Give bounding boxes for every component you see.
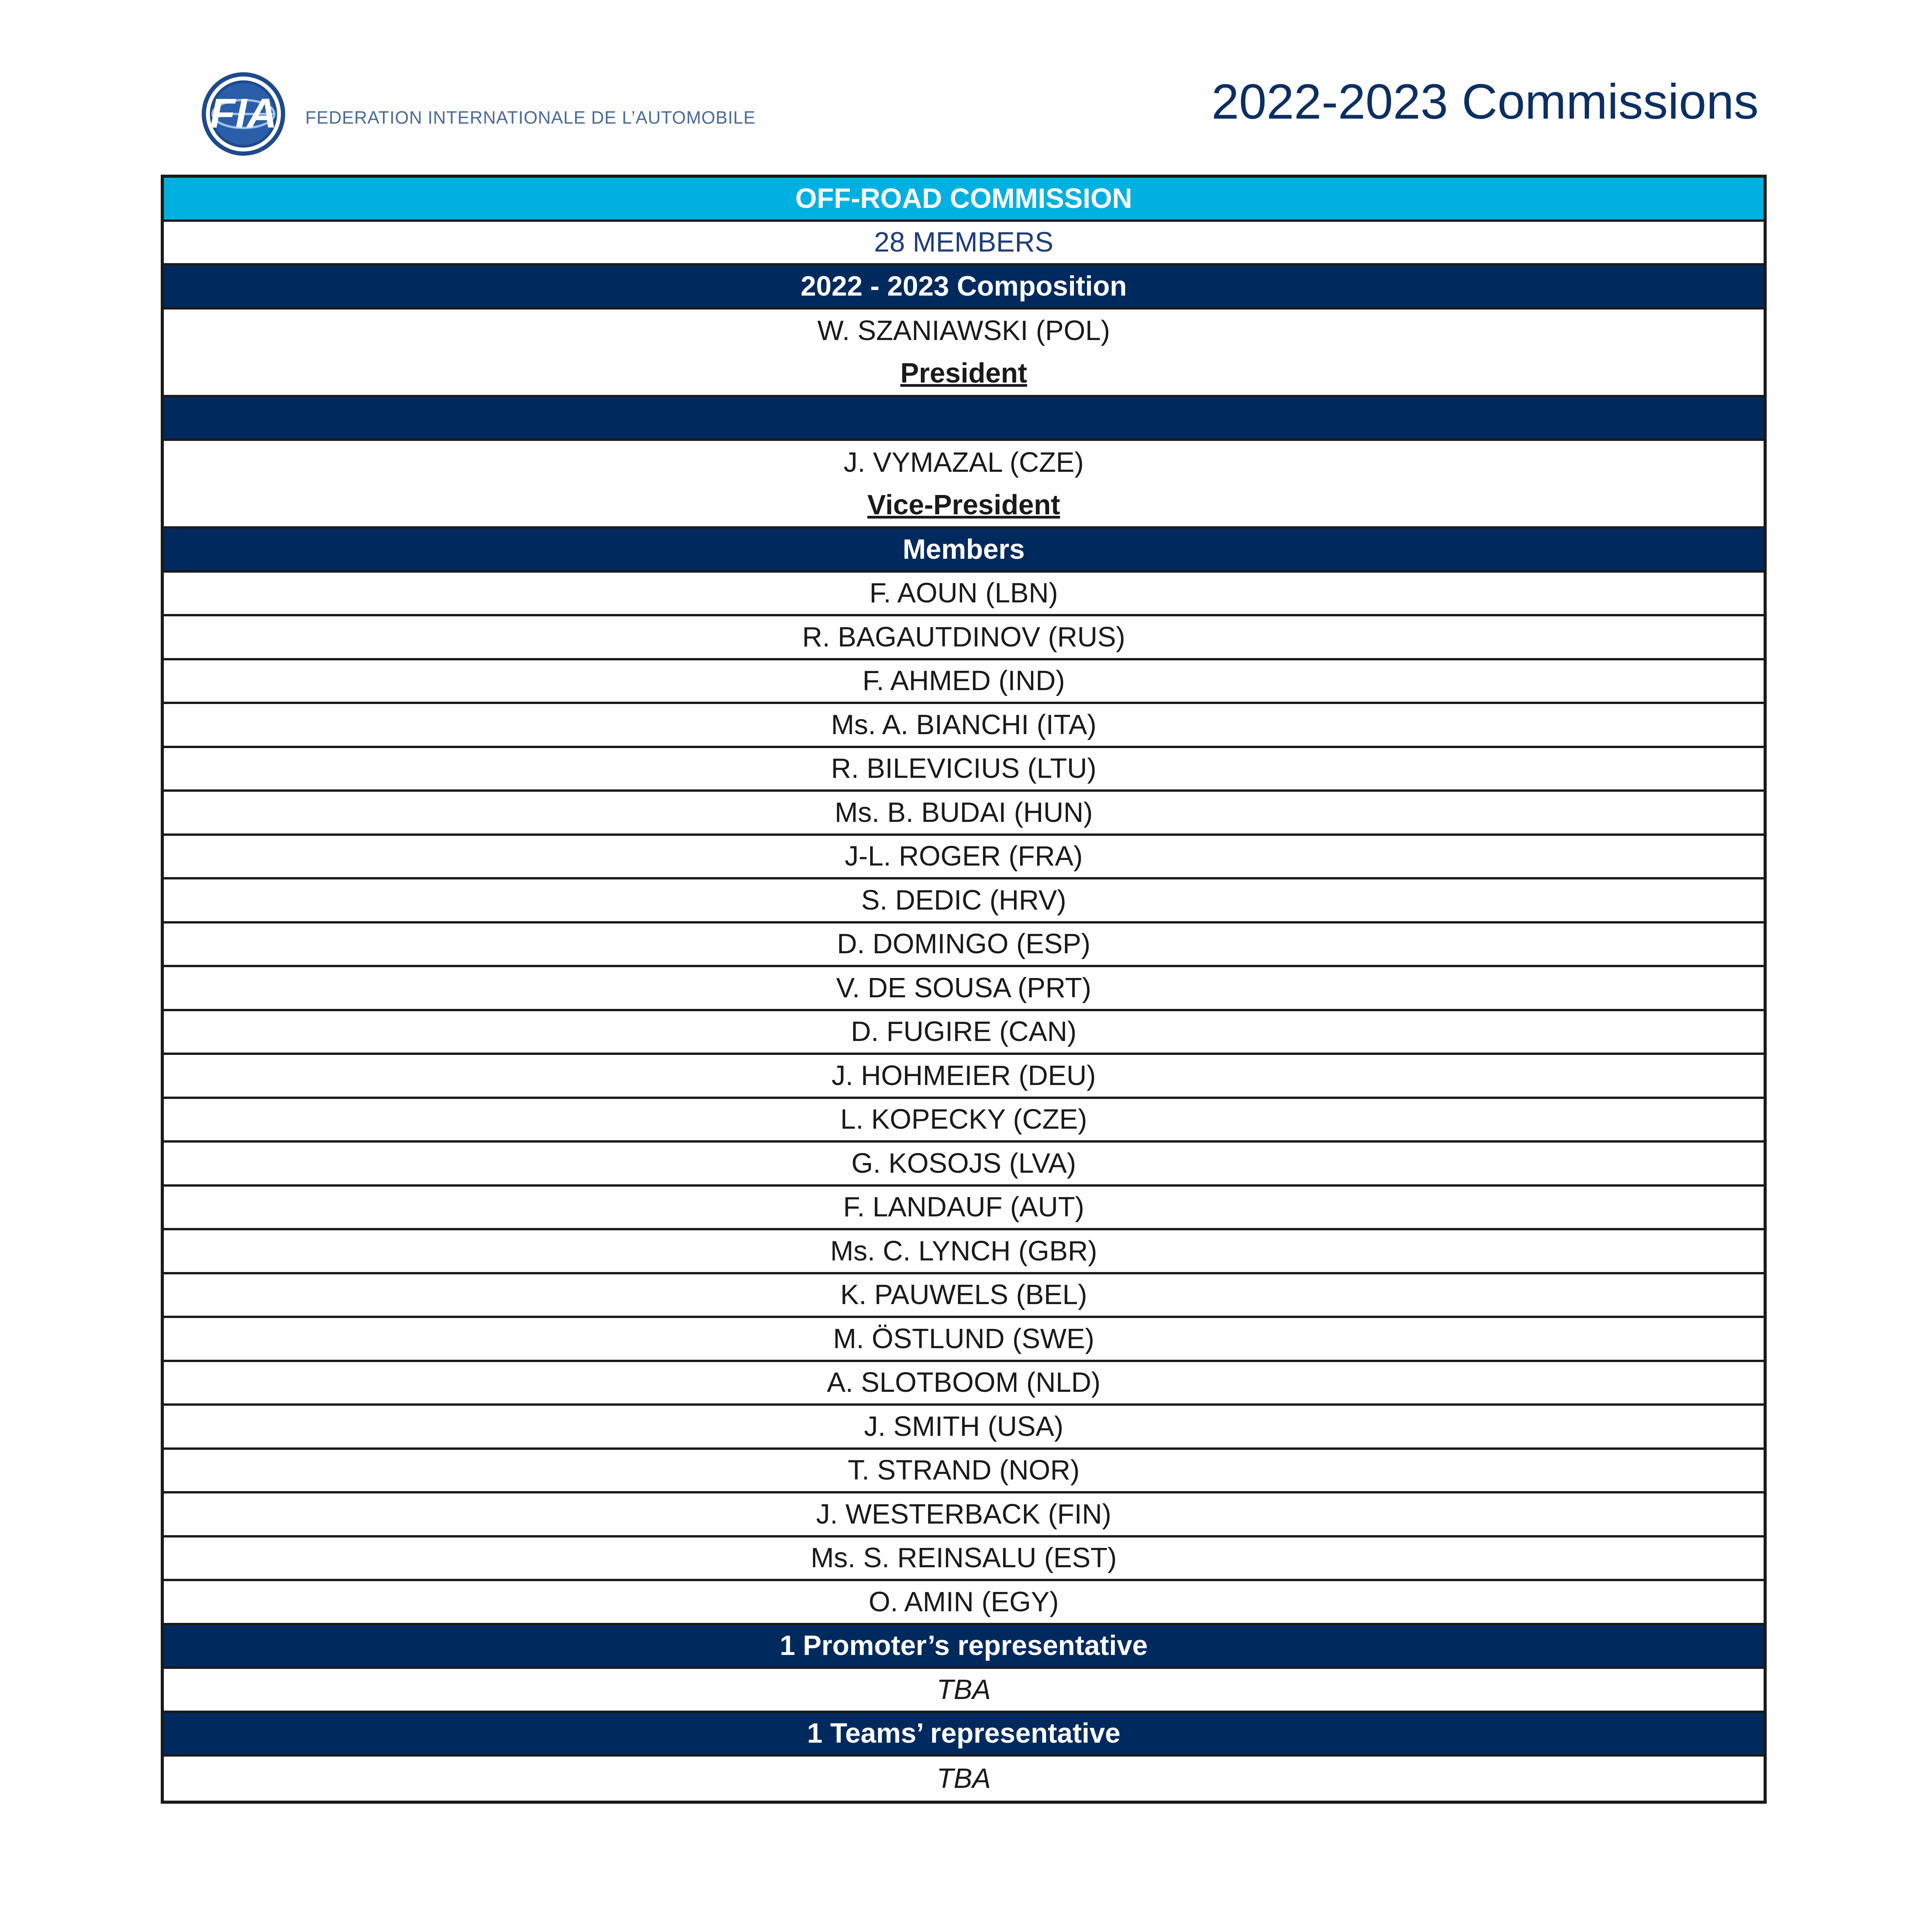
member-row: R. BAGAUTDINOV (RUS) (164, 616, 1764, 660)
page-title: 2022-2023 Commissions (1211, 74, 1759, 129)
member-row: D. FUGIRE (CAN) (164, 1011, 1764, 1055)
vice-president-role: Vice-President (867, 489, 1060, 520)
org-name: FEDERATION INTERNATIONALE DE L’AUTOMOBILE (305, 107, 756, 128)
member-row: V. DE SOUSA (PRT) (164, 967, 1764, 1011)
vice-president-cell (164, 441, 1764, 529)
composition-heading: 2022 - 2023 Composition (164, 265, 1764, 310)
member-row: L. KOPECKY (CZE) (164, 1099, 1764, 1143)
member-row: Ms. B. BUDAI (HUN) (164, 792, 1764, 836)
promoter-value: TBA (164, 1669, 1764, 1713)
promoter-heading: 1 Promoter’s representative (164, 1625, 1764, 1669)
member-row: S. DEDIC (HRV) (164, 879, 1764, 923)
member-row: Ms. C. LYNCH (GBR) (164, 1230, 1764, 1274)
commission-table (161, 175, 1767, 1804)
president-name: W. SZANIAWSKI (POL) (817, 315, 1110, 346)
member-row: J. SMITH (USA) (164, 1406, 1764, 1450)
member-row: F. AHMED (IND) (164, 660, 1764, 704)
member-row: J-L. ROGER (FRA) (164, 836, 1764, 880)
member-row: M. ÖSTLUND (SWE) (164, 1318, 1764, 1362)
vice-president-name: J. VYMAZAL (CZE) (844, 447, 1084, 478)
member-row: G. KOSOJS (LVA) (164, 1143, 1764, 1187)
member-row: K. PAUWELS (BEL) (164, 1274, 1764, 1318)
member-row: T. STRAND (NOR) (164, 1450, 1764, 1494)
fia-logo (178, 70, 835, 158)
commission-name: OFF-ROAD COMMISSION (164, 178, 1764, 222)
member-row: O. AMIN (EGY) (164, 1581, 1764, 1625)
members-heading: Members (164, 529, 1764, 573)
member-row: J. HOHMEIER (DEU) (164, 1055, 1764, 1099)
fia-emblem-icon (202, 72, 285, 156)
member-row: D. DOMINGO (ESP) (164, 923, 1764, 968)
member-row: Ms. A. BIANCHI (ITA) (164, 704, 1764, 748)
member-row: J. WESTERBACK (FIN) (164, 1493, 1764, 1537)
president-cell (164, 310, 1764, 397)
member-row: F. AOUN (LBN) (164, 573, 1764, 617)
member-row: Ms. S. REINSALU (EST) (164, 1537, 1764, 1582)
member-row: R. BILEVICIUS (LTU) (164, 748, 1764, 792)
separator-row (164, 397, 1764, 441)
teams-heading: 1 Teams’ representative (164, 1713, 1764, 1757)
svg-text:FIA: FIA (210, 90, 277, 136)
member-row: A. SLOTBOOM (NLD) (164, 1362, 1764, 1406)
member-row: F. LANDAUF (AUT) (164, 1187, 1764, 1231)
member-count: 28 MEMBERS (164, 222, 1764, 266)
teams-value: TBA (936, 1763, 991, 1794)
president-role: President (900, 358, 1027, 389)
